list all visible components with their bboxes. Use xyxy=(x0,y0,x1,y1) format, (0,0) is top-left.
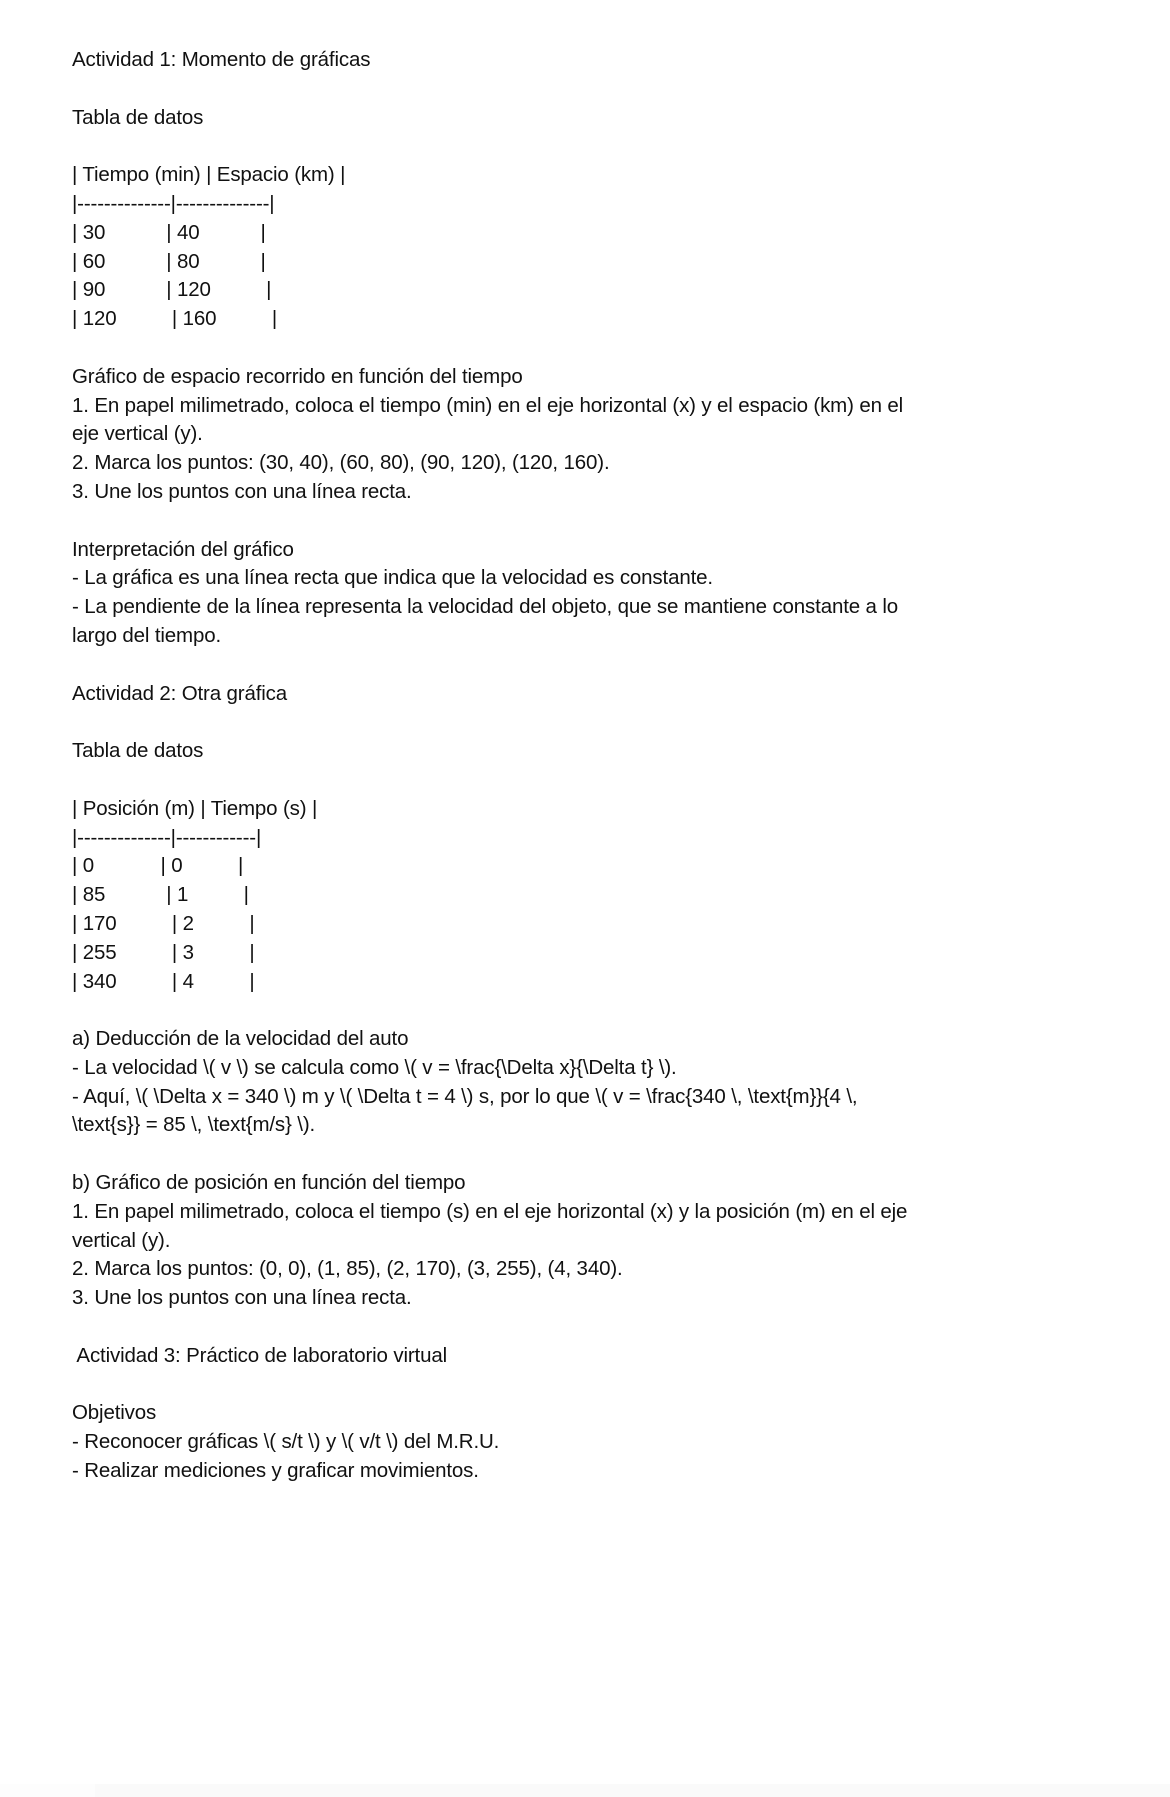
interpretation-line: largo del tiempo. xyxy=(72,623,222,647)
blank-line xyxy=(72,334,1140,363)
blank-line xyxy=(72,132,1140,161)
blank-line xyxy=(72,766,1140,795)
interpretacion-heading: Interpretación del gráfico xyxy=(72,537,294,561)
activity-1-heading: Actividad 1: Momento de gráficas xyxy=(72,48,371,71)
table-2-data-row: | 255 | 3 | xyxy=(72,940,255,964)
formula-line: - Aquí, \( \Delta x = 340 \) m y \( \Delta t = 4 \) s, por lo que \( v = \frac{340 \, \text{m}}{4 \, xyxy=(72,1084,858,1108)
table-2-data-row: | 170 | 2 | xyxy=(72,911,255,935)
instruction-line: eje vertical (y). xyxy=(72,422,203,446)
grafico-espacio-heading: Gráfico de espacio recorrido en función del tiempo xyxy=(72,364,523,388)
instruction-line: vertical (y). xyxy=(72,1228,171,1252)
instruction-line: 3. Une los puntos con una línea recta. xyxy=(72,1286,412,1310)
document-body xyxy=(72,46,1140,1486)
table-1-header-row: | Tiempo (min) | Espacio (km) | xyxy=(72,163,346,187)
blank-line xyxy=(72,507,1140,536)
instruction-line: 1. En papel milimetrado, coloca el tiempo (min) en el eje horizontal (x) y el espacio (km) en el xyxy=(72,393,904,417)
instruction-line: 2. Marca los puntos: (30, 40), (60, 80), (90, 120), (120, 160). xyxy=(72,451,610,475)
blank-line xyxy=(72,75,1140,104)
table-2-data-row: | 85 | 1 | xyxy=(72,883,249,907)
table-1-data-row: | 30 | 40 | xyxy=(72,220,266,244)
instruction-line: 1. En papel milimetrado, coloca el tiempo (s) en el eje horizontal (x) y la posición (m) en el eje xyxy=(72,1199,908,1223)
tabla-datos-2-label: Tabla de datos xyxy=(72,739,204,763)
table-1-data-row: | 90 | 120 | xyxy=(72,278,272,302)
blank-line xyxy=(72,708,1140,737)
blank-line xyxy=(72,1313,1140,1342)
instruction-line: 2. Marca los puntos: (0, 0), (1, 85), (2, 170), (3, 255), (4, 340). xyxy=(72,1257,623,1281)
instruction-line: 3. Une los puntos con una línea recta. xyxy=(72,479,412,503)
deduccion-velocidad-heading: a) Deducción de la velocidad del auto xyxy=(72,1027,409,1051)
bottom-strip xyxy=(0,1784,1170,1797)
interpretation-line: - La gráfica es una línea recta que indica que la velocidad es constante. xyxy=(72,566,713,590)
table-2-separator-row: |--------------|------------| xyxy=(72,825,262,849)
table-1-data-row: | 120 | 160 | xyxy=(72,307,278,331)
table-2-header-row: | Posición (m) | Tiempo (s) | xyxy=(72,796,318,820)
objective-line: - Reconocer gráficas \( s/t \) y \( v/t \) del M.R.U. xyxy=(72,1430,500,1454)
tabla-datos-1-label: Tabla de datos xyxy=(72,105,204,129)
table-2-data-row: | 340 | 4 | xyxy=(72,969,255,993)
objetivos-heading: Objetivos xyxy=(72,1401,157,1425)
table-1-separator-row: |--------------|--------------| xyxy=(72,191,275,215)
table-2-data-row: | 0 | 0 | xyxy=(72,854,244,878)
table-1-data-row: | 60 | 80 | xyxy=(72,249,266,273)
formula-line: \text{s}} = 85 \, \text{m/s} \). xyxy=(72,1113,316,1137)
interpretation-line: - La pendiente de la línea representa la velocidad del objeto, que se mantiene constante a lo xyxy=(72,595,898,619)
activity-3-heading: Actividad 3: Práctico de laboratorio virtual xyxy=(72,1343,447,1367)
blank-line xyxy=(72,1371,1140,1400)
blank-line xyxy=(72,996,1140,1025)
objective-line: - Realizar mediciones y graficar movimientos. xyxy=(72,1459,479,1483)
activity-2-heading: Actividad 2: Otra gráfica xyxy=(72,681,288,705)
blank-line xyxy=(72,651,1140,680)
formula-line: - La velocidad \( v \) se calcula como \( v = \frac{\Delta x}{\Delta t} \). xyxy=(72,1055,677,1079)
grafico-posicion-heading: b) Gráfico de posición en función del tiempo xyxy=(72,1171,466,1195)
blank-line xyxy=(72,1140,1140,1169)
